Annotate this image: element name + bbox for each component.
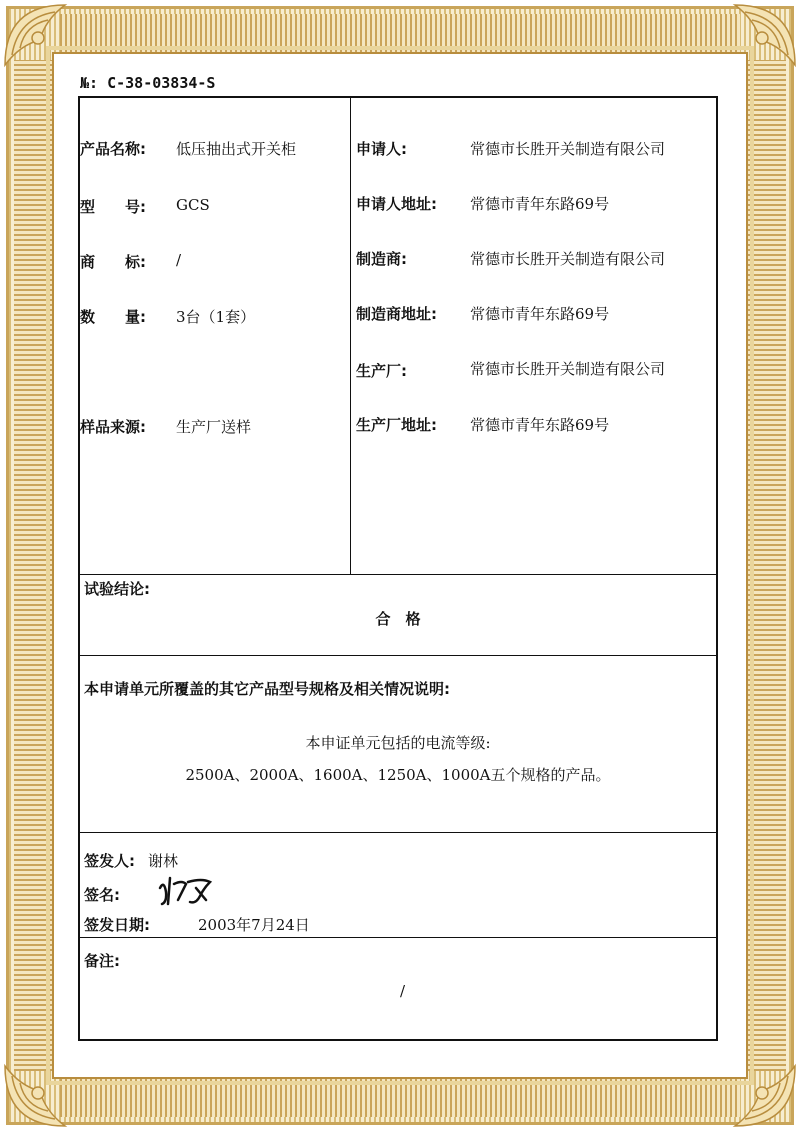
factory-address-label: 生产厂地址: <box>356 416 437 434</box>
certificate-number: №: C-38-03834-S <box>80 74 216 92</box>
sample-source-label: 样品来源: <box>80 418 146 436</box>
conclusion-value: 合 格 <box>375 610 421 628</box>
coverage-line-2: 2500A、2000A、1600A、1250A、1000A五个规格的产品。 <box>185 766 611 784</box>
signature-label: 签名: <box>84 886 120 904</box>
applicant-label: 申请人: <box>356 140 407 158</box>
row-divider <box>80 937 716 938</box>
row-divider <box>80 655 716 656</box>
manufacturer-address-value: 常德市青年东路69号 <box>470 305 610 323</box>
model-value: GCS <box>176 196 210 214</box>
handwritten-signature <box>156 874 216 912</box>
coverage-label: 本申请单元所覆盖的其它产品型号规格及相关情况说明: <box>84 680 451 698</box>
applicant-address-value: 常德市青年东路69号 <box>470 195 610 213</box>
factory-label: 生产厂: <box>356 362 407 380</box>
product-name-value: 低压抽出式开关柜 <box>176 140 297 158</box>
manufacturer-label: 制造商: <box>356 250 407 268</box>
issue-date-label: 签发日期: <box>84 916 150 934</box>
row-divider <box>80 574 716 575</box>
row-divider <box>80 832 716 833</box>
product-name-label: 产品名称: <box>80 140 146 158</box>
applicant-address-label: 申请人地址: <box>356 195 437 213</box>
issuer-value: 谢林 <box>148 852 179 870</box>
trademark-value: / <box>176 251 182 269</box>
remarks-label: 备注: <box>84 952 120 970</box>
border-band-bottom <box>60 1073 740 1117</box>
conclusion-label: 试验结论: <box>84 580 150 598</box>
certificate-table <box>78 96 718 1041</box>
issue-date-value: 2003年7月24日 <box>198 916 310 934</box>
trademark-label: 商 标: <box>80 253 146 271</box>
quantity-value: 3台（1套） <box>176 308 256 326</box>
remarks-value: / <box>400 982 406 1000</box>
border-band-right <box>742 60 786 1071</box>
sample-source-value: 生产厂送样 <box>176 418 252 436</box>
coverage-line-1: 本申证单元包括的电流等级: <box>305 734 491 752</box>
issuer-label: 签发人: <box>84 852 135 870</box>
applicant-value: 常德市长胜开关制造有限公司 <box>470 140 666 158</box>
model-label: 型 号: <box>80 198 146 216</box>
manufacturer-address-label: 制造商地址: <box>356 305 437 323</box>
factory-value: 常德市长胜开关制造有限公司 <box>470 360 666 378</box>
manufacturer-value: 常德市长胜开关制造有限公司 <box>470 250 666 268</box>
factory-address-value: 常德市青年东路69号 <box>470 416 610 434</box>
quantity-label: 数 量: <box>80 308 146 326</box>
column-divider <box>350 98 351 574</box>
